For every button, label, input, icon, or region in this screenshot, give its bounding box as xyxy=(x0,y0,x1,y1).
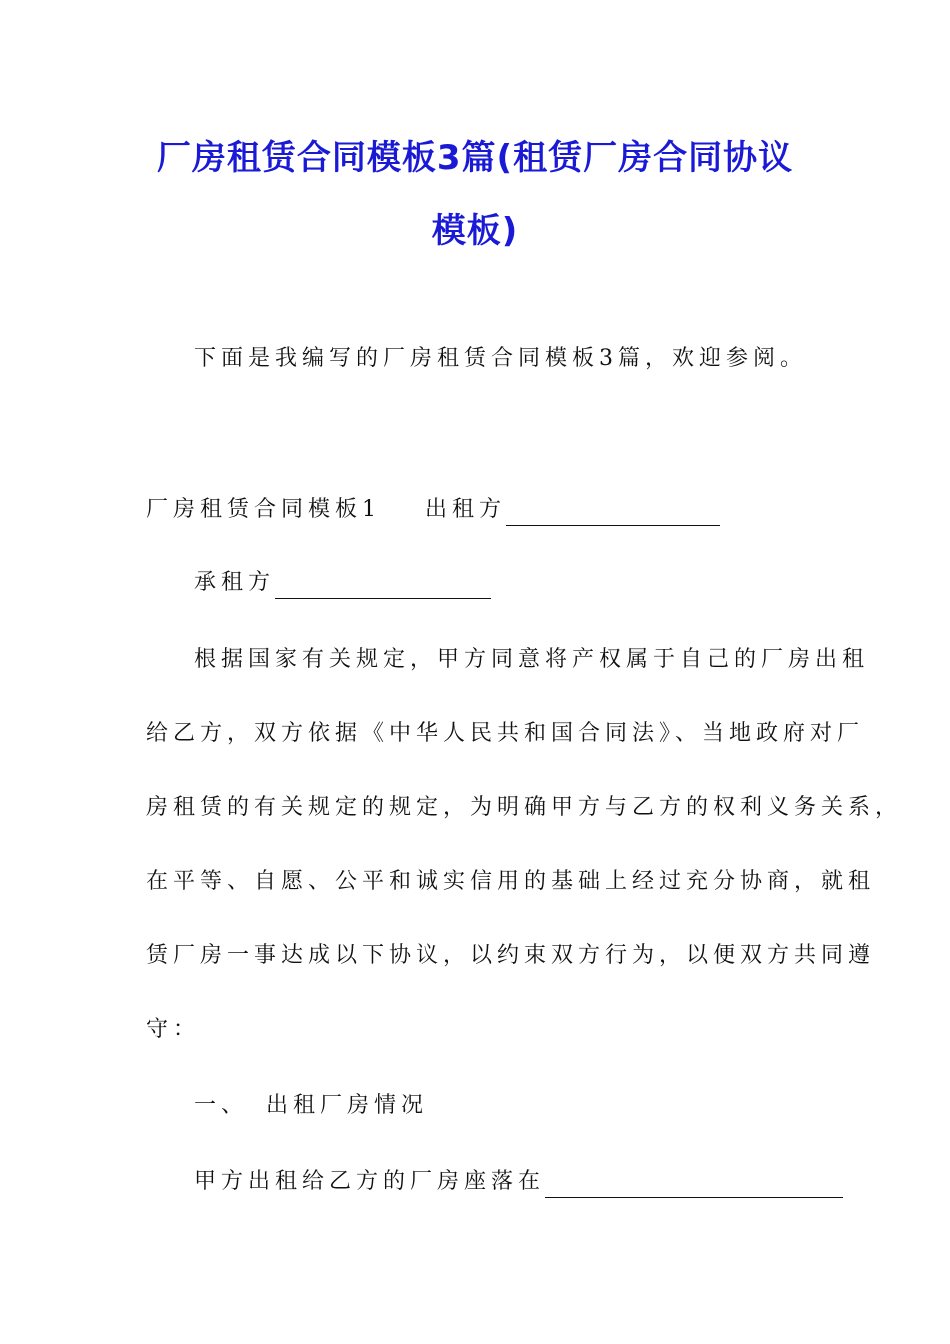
paragraph-line: 给乙方，双方依据《中华人民共和国合同法》、当地政府对厂 xyxy=(146,721,865,746)
clause-1-number: 一、 xyxy=(194,1093,249,1118)
lessee-blank-line xyxy=(275,574,491,599)
lessor-blank-line xyxy=(506,501,720,526)
intro-paragraph: 下面是我编写的厂房租赁合同模板3篇，欢迎参阅。 xyxy=(194,346,807,371)
location-blank-line xyxy=(545,1173,843,1198)
paragraph-line: 房租赁的有关规定的规定，为明确甲方与乙方的权利义务关系， xyxy=(146,795,903,820)
clause-1-heading xyxy=(194,1090,854,1122)
lessor-label: 出租方 xyxy=(425,497,507,522)
paragraph-line: 守： xyxy=(146,1017,201,1042)
clause-1-title: 出租厂房情况 xyxy=(266,1093,429,1118)
paragraph-line: 赁厂房一事达成以下协议，以约束双方行为，以便双方共同遵 xyxy=(146,943,876,968)
section-heading-row xyxy=(146,494,806,526)
lessee-row xyxy=(194,567,854,599)
paragraph-line: 根据国家有关规定，甲方同意将产权属于自己的厂房出租 xyxy=(194,647,870,672)
clause-1-text-row xyxy=(194,1166,854,1198)
paragraph-line: 在平等、自愿、公平和诚实信用的基础上经过充分协商，就租 xyxy=(146,869,876,894)
document-title-line-1: 厂房租赁合同模板3篇(租赁厂房合同协议 xyxy=(156,138,794,178)
section-heading: 厂房租赁合同模板1 xyxy=(146,497,381,522)
clause-1-text: 甲方出租给乙方的厂房座落在 xyxy=(194,1169,546,1194)
lessee-label: 承租方 xyxy=(194,570,276,595)
document-title-line-2: 模板) xyxy=(431,211,519,251)
